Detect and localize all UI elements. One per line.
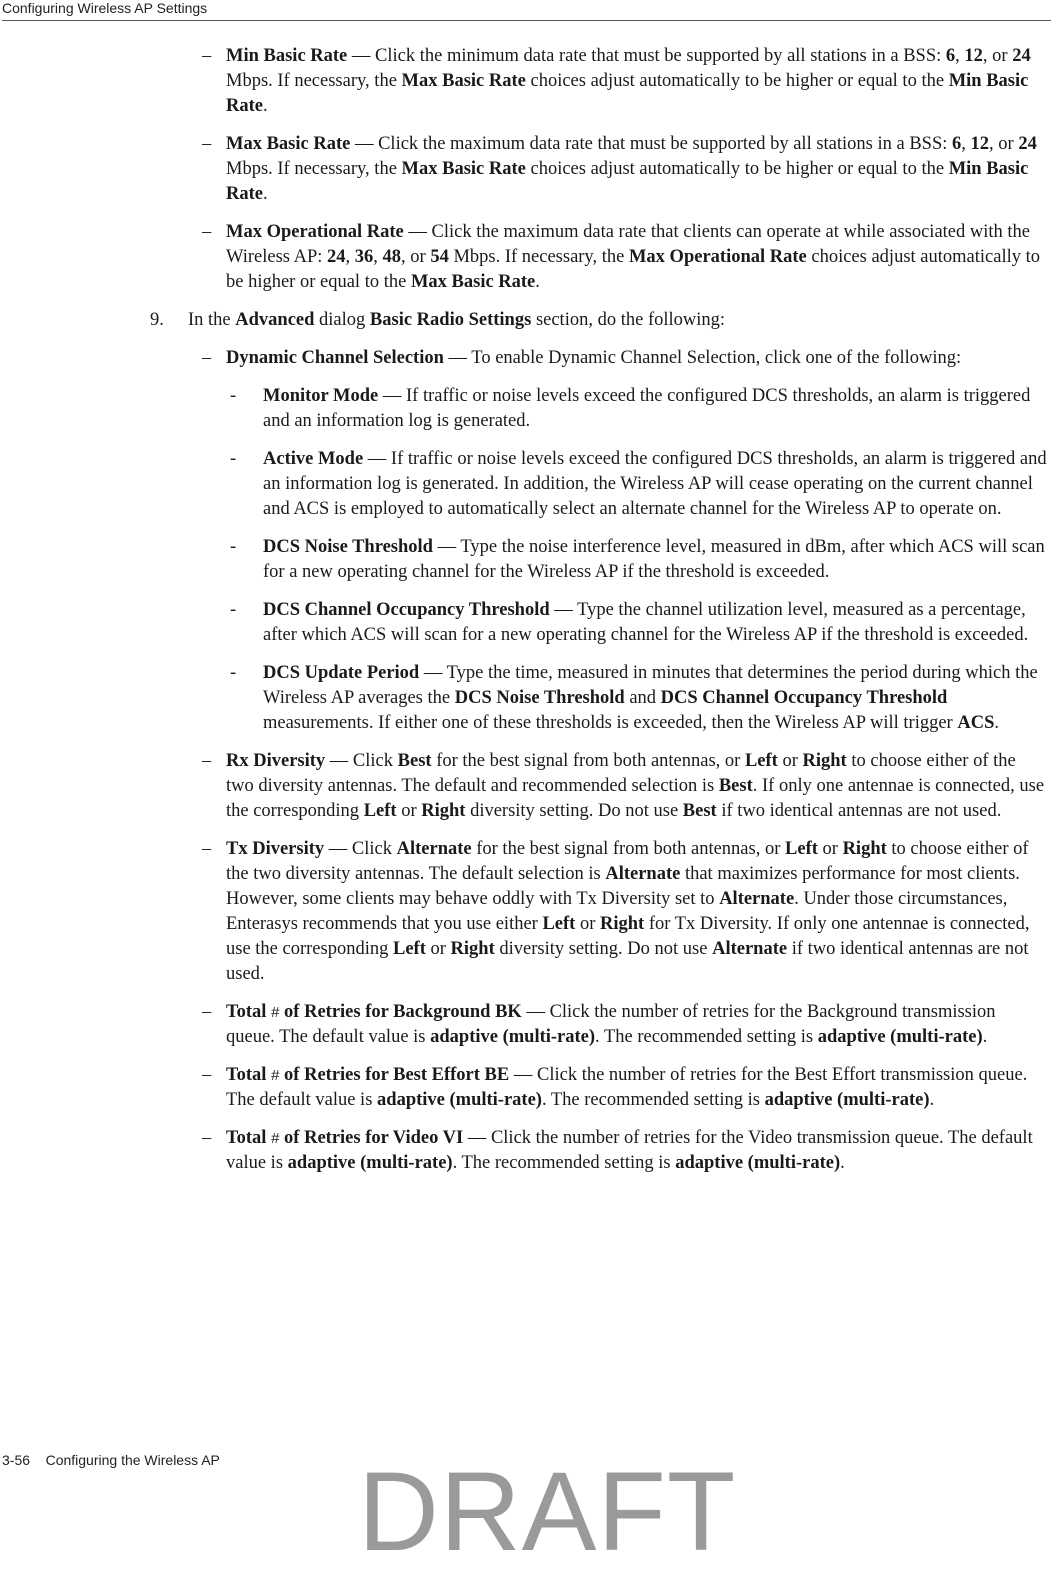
dash-marker: – <box>202 348 212 368</box>
page-footer: 3-56 Configuring the Wireless AP <box>2 1452 220 1468</box>
term: Rx Diversity <box>226 751 326 771</box>
term: Max Operational Rate <box>226 222 404 242</box>
dcs-noise-threshold-item: - DCS Noise Threshold — Type the noise interference level, measured in dBm, after which ACS will scan for a new operating channel for the Wireless AP if the threshold is exceeded. <box>230 537 1045 582</box>
step-9: 9. In the Advanced dialog Basic Radio Settings section, do the following: <box>150 308 1048 333</box>
running-header <box>2 0 1051 21</box>
rx-diversity-item: – Rx Diversity — Click Best for the best signal from both antennas, or Left or Right to choose either of the two diversity antennas. The default and recommended selection is Best. If only one antennae is connected, use the corresponding Left or Right diversity setting. Do not use Best if two identical antennas are not used. <box>202 751 1045 821</box>
hyphen-marker: - <box>230 600 237 620</box>
dash-marker: – <box>202 1128 212 1148</box>
dash-marker: – <box>202 46 212 66</box>
document-body <box>150 44 1048 1189</box>
hash-symbol: # <box>271 1067 280 1084</box>
max-operational-rate-item: – Max Operational Rate — Click the maximum data rate that clients can operate at while associated with the Wireless AP: 24, 36, 48, or 54 Mbps. If necessary, the Max Operational Rate choices adjust automatically to be higher or equal to the Max Basic Rate. <box>202 222 1040 292</box>
tx-diversity-item: – Tx Diversity — Click Alternate for the best signal from both antennas, or Left or Right to choose either of the two diversity antennas. The default selection is Alternate that maximizes performance for most clients. However, some clients may behave oddly with Tx Diversity set to Alternate. Under those circumstances, Enterasys recommends that you use either Left or Right for Tx Diversity. If only one antennae is connected, use the corresponding Left or Right diversity setting. Do not use Alternate if two identical antennas are not used. <box>202 839 1030 984</box>
dynamic-channel-selection-item: – Dynamic Channel Selection — To enable Dynamic Channel Selection, click one of the following: <box>150 346 1048 371</box>
max-basic-rate-item: – Max Basic Rate — Click the maximum data rate that must be supported by all stations in a BSS: 6, 12, or 24 Mbps. If necessary, the Max Basic Rate choices adjust automatically to be higher or equal to the Min Basic Rate. <box>202 134 1037 204</box>
term: Tx Diversity <box>226 839 325 859</box>
dash-marker: – <box>202 839 212 859</box>
retries-background-item: – Total # of Retries for Background BK — Click the number of retries for the Background transmission queue. The default value is adaptive (multi-rate). The recommended setting is adaptive (multi-rate). <box>202 1002 996 1047</box>
hash-symbol: # <box>271 1130 280 1147</box>
dash-marker: – <box>202 134 212 154</box>
step-number: 9. <box>150 310 164 330</box>
term: Total # of Retries for Background BK <box>226 1002 522 1022</box>
term: Total # of Retries for Video VI <box>226 1128 464 1148</box>
retries-best-effort-item: – Total # of Retries for Best Effort BE — Click the number of retries for the Best Effort transmission queue. The default value is adaptive (multi-rate). The recommended setting is adaptive (multi-rate). <box>202 1065 1028 1110</box>
term: Total # of Retries for Best Effort BE <box>226 1065 510 1085</box>
dash-marker: – <box>202 751 212 771</box>
dcs-update-period-item: - DCS Update Period — Type the time, measured in minutes that determines the period during which the Wireless AP averages the DCS Noise Threshold and DCS Channel Occupancy Threshold measurements. If either one of these thresholds is exceeded, then the Wireless AP will trigger ACS. <box>230 663 1038 733</box>
monitor-mode-item: - Monitor Mode — If traffic or noise levels exceed the configured DCS thresholds, an alarm is triggered and an information log is generated. <box>230 386 1031 431</box>
term: Min Basic Rate <box>226 46 348 66</box>
hyphen-marker: - <box>230 537 237 557</box>
hyphen-marker: - <box>230 386 237 406</box>
term: Max Basic Rate <box>226 134 351 154</box>
hash-symbol: # <box>271 1004 280 1021</box>
min-basic-rate-item: – Min Basic Rate — Click the minimum data rate that must be supported by all stations in a BSS: 6, 12, or 24 Mbps. If necessary, the Max Basic Rate choices adjust automatically to be higher or equal to the Min Basic Rate. <box>202 46 1031 116</box>
active-mode-item: - Active Mode — If traffic or noise levels exceed the configured DCS thresholds, an alarm is triggered and an information log is generated. In addition, the Wireless AP will cease operating on the current channel and ACS is employed to automatically select an alternate channel for the Wireless AP to operate on. <box>230 449 1047 519</box>
header-title: Configuring Wireless AP Settings <box>2 0 208 16</box>
dash-marker: – <box>202 222 212 242</box>
dcs-channel-occupancy-item: - DCS Channel Occupancy Threshold — Type the channel utilization level, measured as a percentage, after which ACS will scan for a new operating channel for the Wireless AP if the threshold is exceeded. <box>230 600 1029 645</box>
hyphen-marker: - <box>230 449 237 469</box>
retries-video-item: – Total # of Retries for Video VI — Click the number of retries for the Video transmission queue. The default value is adaptive (multi-rate). The recommended setting is adaptive (multi-rate). <box>202 1128 1033 1173</box>
dash-marker: – <box>202 1002 212 1022</box>
hyphen-marker: - <box>230 663 237 683</box>
term: Dynamic Channel Selection <box>226 348 444 368</box>
draft-watermark: DRAFT <box>358 1449 737 1574</box>
dash-marker: – <box>202 1065 212 1085</box>
